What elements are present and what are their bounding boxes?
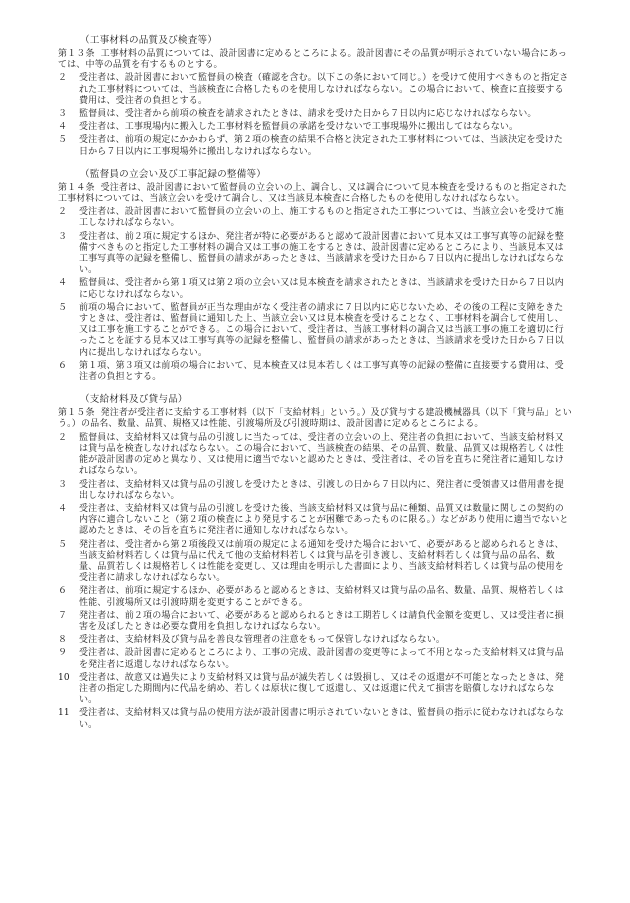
item-number: ３ xyxy=(58,109,68,120)
item-text: 受注者は、設計図書に定めるところにより、工事の完成、設計図書の変更等によって不用となった支給材料又は貸与品を発注者に返還しなければならない。 xyxy=(79,648,564,670)
article-15-heading: （支給材料及び貸与品） xyxy=(80,394,188,406)
item-number: ４ xyxy=(58,503,68,514)
article-13-item-2 xyxy=(58,73,572,107)
item-text: 前項の場合において、監督員が正当な理由がなく受注者の請求に７日以内に応じないため、その後の工程に支障をきたすときは、受注者は、監督員に通知した上、当該立会い又は見本検査を受けることなく、工事材料を調合して使用し、又は工事を施工することができる。この場合において、受注者は、当該工事材料の調合又は当該工事の施工を適切に行ったことを証する見本又は工事写真等の記録を整備し、監督員の請求があったときは、当該請求を受けた日から７日以内に提出しなければならない。 xyxy=(79,302,564,358)
item-number: ４ xyxy=(58,122,68,133)
item-text: 発注者は、前２項の場合において、必要があると認められるときは工期若しくは請負代金額を変更し、又は受注者に損害を及ぼしたときは必要な費用を負担しなければならない。 xyxy=(79,610,564,632)
item-number: ６ xyxy=(58,586,68,597)
item-number: ２ xyxy=(58,432,68,443)
article-15-item-4 xyxy=(58,504,572,538)
item-text: 第１項、第３項又は前項の場合において、見本検査又は見本若しくは工事写真等の記録の整備に直接要する費用は、受注者の負担とする。 xyxy=(79,360,564,383)
item-text: 発注者は、前項に規定するほか、必要があると認めるときは、支給材料又は貸与品の品名、数量、品質、規格若しくは性能、引渡場所又は引渡時期を変更することができる。 xyxy=(79,586,564,608)
item-text: 監督員は、支給材料又は貸与品の引渡しに当たっては、受注者の立会いの上、発注者の負担において、当該支給材料又は貸与品を検査しなければならない。この場合において、当該検査の結果、その品質、数量、品質又は規格若しくは性能が設計図書の定めと異なり、又は使用に適当でないと認めたときは、受注者は、その旨を直ちに発注者に通知しなければならない。 xyxy=(79,432,564,477)
article-15-item-10 xyxy=(58,673,572,707)
article-15-number: 第１５条 xyxy=(58,408,95,419)
item-text: 受注者は、支給材料又は貸与品の使用方法が設計図書に明示されていないときは、監督員の指示に従わなければならない。 xyxy=(79,708,564,730)
article-13-heading: （工事材料の品質及び検査等） xyxy=(80,35,218,46)
article-14-item-3 xyxy=(58,232,572,277)
article-13-item-3 xyxy=(58,109,572,120)
item-number: ４ xyxy=(58,278,68,289)
item-text: 監督員は、受注者から前項の検査を請求されたときは、請求を受けた日から７日以内に応じなければならない。 xyxy=(79,109,537,120)
item-text: 発注者は、受注者から第２項後段又は前項の規定による通知を受けた場合において、必要があると認められるときは、当該支給材料若しくは貸与品に代えて他の支給材料若しくは貸与品を引き渡し、支給材料若しくは貸与品の品名、数量、品質若しくは規格若しくは性能を変更し、又は理由を明示した書面により、当該支給材料若しくは貸与品の使用を受注者に請求しなければならない。 xyxy=(79,539,564,584)
article-15-section xyxy=(58,393,572,730)
article-14-main-text: 受注者は、設計図書において監督員の立会いの上、調合し、又は調合について見本検査を受けるものと指定された工事材料については、当該立会いを受けて調合し、又は当該見本検査に合格したものを使用しなければならない。 xyxy=(58,182,568,205)
item-number: 11 xyxy=(58,708,70,719)
article-14-item-2 xyxy=(58,207,572,229)
article-13-item-5 xyxy=(58,135,572,157)
article-15-item-5 xyxy=(58,540,572,585)
item-number: ８ xyxy=(58,635,68,646)
item-number: ３ xyxy=(58,231,68,242)
item-number: ７ xyxy=(58,610,68,621)
article-15-item-6 xyxy=(58,586,572,608)
item-number: ５ xyxy=(58,302,68,313)
article-15-main xyxy=(58,408,572,430)
article-14-main xyxy=(58,183,572,205)
article-13-main xyxy=(58,49,572,71)
article-13-item-4 xyxy=(58,122,572,133)
item-text: 受注者は、工事現場内に搬入した工事材料を監督員の承諾を受けないで工事現場外に搬出してはならない。 xyxy=(79,122,519,133)
item-text: 受注者は、前２項に規定するほか、発注者が特に必要があると認めて設計図書において見本又は工事写真等の記録を整備すべきものと指定した工事材料の調合又は工事の施工をするときは、設計図書に定めるところにより、当該見本又は工事写真等の記録を整備し、監督員の請求があったときは、当該請求を受けた日から７日以内に提出しなければならない。 xyxy=(79,231,564,276)
item-text: 受注者は、設計図書において監督員の立会いの上、施工するものと指定された工事については、当該立会いを受けて施工しなければならない。 xyxy=(79,207,564,229)
item-number: ９ xyxy=(58,648,68,659)
article-15-item-2 xyxy=(58,433,572,478)
item-text: 受注者は、支給材料又は貸与品の引渡しを受けた後、当該支給材料又は貸与品に種類、品質又は数量に関しこの契約の内容に適合しないこと（第２項の検査により発見することが困難であったものに限る。）などがあり使用に適当でないと認めたときは、その旨を直ちに発注者に通知しなければならない。 xyxy=(79,503,569,537)
item-text: 監督員は、受注者から第１項又は第２項の立会い又は見本検査を請求されたときは、当該請求を受けた日から７日以内に応じなければならない。 xyxy=(79,278,564,300)
item-text: 受注者は、前項の規定にかかわらず、第２項の検査の結果不合格と決定された工事材料については、当該決定を受けた日から７日以内に工事現場外に搬出しなければならない。 xyxy=(79,135,564,157)
article-15-main-text: 発注者が受注者に支給する工事材料（以下「支給材料」という。）及び貸与する建設機械器具（以下「貸与品」という。）の品名、数量、品質、規格又は性能、引渡場所及び引渡時期は、設計図書に定めるところによる。 xyxy=(58,408,572,430)
article-15-item-7 xyxy=(58,611,572,633)
article-14-heading: （監督員の立会い及び工事記録の整備等） xyxy=(80,168,267,180)
article-14-item-4 xyxy=(58,278,572,300)
item-number: 10 xyxy=(58,672,70,683)
item-text: 受注者は、支給材料又は貸与品の引渡しを受けたときは、引渡しの日から７日以内に、発注者に受領書又は借用書を提出しなければならない。 xyxy=(79,479,564,501)
item-text: 受注者は、支給材料及び貸与品を善良な管理者の注意をもって保管しなければならない。 xyxy=(79,635,446,646)
item-number: ２ xyxy=(58,73,68,84)
item-number: ３ xyxy=(58,479,68,490)
article-13-section xyxy=(58,34,572,158)
item-number: ６ xyxy=(58,360,68,371)
article-15-item-3 xyxy=(58,480,572,502)
article-13-main-text: 工事材料の品質については、設計図書に定めるところによる。設計図書にその品質が明示されていない場合にあっては、中等の品質を有するものとする。 xyxy=(58,49,567,71)
item-number: ５ xyxy=(58,135,68,146)
article-15-item-8 xyxy=(58,635,572,646)
article-15-item-11 xyxy=(58,708,572,730)
item-number: ５ xyxy=(58,539,68,550)
item-number: ２ xyxy=(58,207,68,218)
item-text: 受注者は、設計図書において監督員の検査（確認を含む。以下この条において同じ。）を受けて使用すべきものと指定された工事材料については、当該検査に合格したものを使用しなければならない。この場合において、検査に直接要する費用は、受注者の負担とする。 xyxy=(79,73,569,106)
item-text: 受注者は、故意又は過失により支給材料又は貸与品が滅失若しくは毀損し、又はその返還が不可能となったときは、発注者の指定した期間内に代品を納め、若しくは原状に復して返還し、又は返還に代えて損害を賠償しなければならない。 xyxy=(79,672,564,706)
article-14-section xyxy=(58,168,572,383)
article-14-item-6 xyxy=(58,361,572,383)
article-13-number: 第１３条 xyxy=(58,49,95,59)
article-14-item-5 xyxy=(58,303,572,359)
article-14-number: 第１４条 xyxy=(58,182,95,193)
article-15-item-9 xyxy=(58,648,572,670)
